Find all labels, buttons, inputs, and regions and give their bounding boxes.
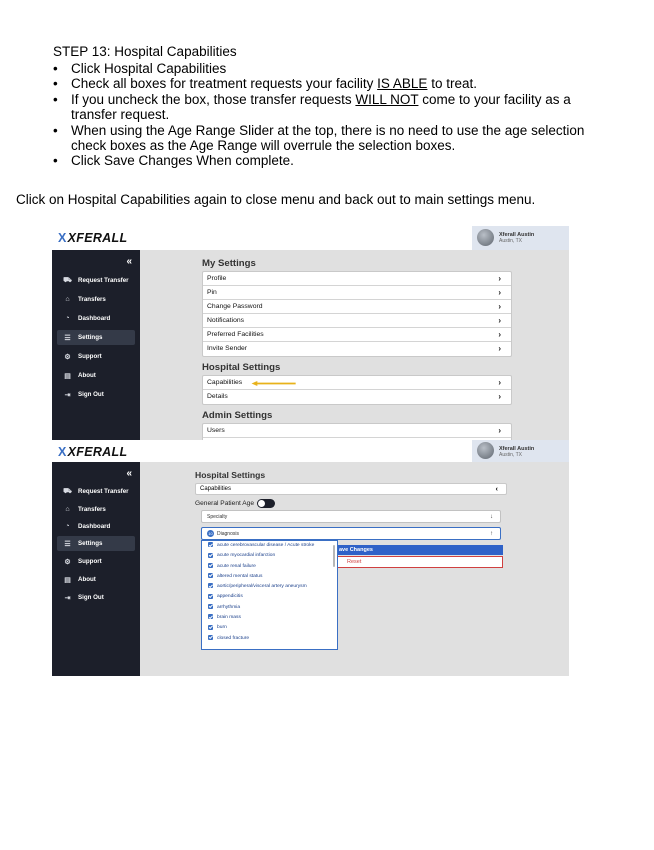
sidebar-item-support[interactable]: ⚙ Support (64, 353, 102, 361)
sidebar-item-support[interactable]: ⚙ Support (64, 558, 102, 566)
sidebar-item-dashboard[interactable]: ◔ Dashboard (57, 519, 135, 534)
checkbox-checked-icon[interactable] (208, 635, 213, 640)
about-icon: ▤ (64, 372, 71, 380)
sidebar (52, 250, 140, 440)
diagnosis-option[interactable]: altered mental status (202, 572, 337, 582)
logo-x-icon: X (58, 231, 67, 245)
user-profile-chip[interactable] (472, 226, 569, 250)
arrow-up-icon: ↑ (490, 531, 493, 537)
chevron-right-icon: › (498, 392, 501, 401)
emphasis-underline: WILL NOT (355, 91, 419, 107)
logo-x-icon: X (58, 445, 67, 459)
setting-profile[interactable]: Profile › (203, 272, 511, 286)
support-icon: ⚙ (64, 558, 71, 566)
truck-icon: ⛟ (63, 277, 72, 284)
top-bar (52, 226, 569, 250)
app-logo[interactable]: XXFERALL (58, 445, 128, 459)
admin-settings-title: Admin Settings (202, 410, 273, 421)
hospital-icon: ⌂ (65, 506, 70, 513)
sidebar-item-transfers[interactable]: ⌂ Transfers (57, 502, 135, 517)
hospital-settings-list (202, 375, 512, 405)
step-item: • Click Hospital Capabilities (53, 61, 613, 76)
user-profile-chip[interactable] (472, 440, 569, 462)
user-location: Austin, TX (499, 238, 522, 244)
sidebar-item-request-transfer[interactable]: ⛟ Request Transfer (63, 277, 129, 284)
user-name: Xferall Austin (499, 232, 535, 238)
app-logo[interactable]: XXFERALL (58, 231, 128, 245)
sign-out-icon: ⇥ (64, 594, 71, 602)
my-settings-title: My Settings (202, 258, 256, 269)
setting-details[interactable]: Details › (203, 390, 511, 404)
capabilities-screenshot (52, 440, 569, 676)
diagnosis-dropdown (201, 540, 338, 650)
diagnosis-option[interactable]: acute myocardial infarction (202, 551, 337, 561)
setting-invite-sender[interactable]: Invite Sender › (203, 342, 511, 356)
collapse-sidebar-icon[interactable]: « (126, 468, 132, 479)
capabilities-content (195, 468, 507, 540)
step-item: • Click Save Changes When complete. (53, 153, 613, 168)
dashboard-icon: ◔ (65, 315, 70, 322)
checkbox-checked-icon[interactable] (208, 625, 213, 630)
general-patient-age-row (195, 498, 507, 510)
my-settings-list (202, 271, 512, 357)
sidebar-item-sign-out[interactable]: ⇥ Sign Out (64, 594, 104, 602)
settings-icon: ☰ (64, 540, 71, 548)
avatar (477, 229, 494, 246)
setting-capabilities[interactable]: Capabilities › (203, 376, 511, 390)
collapse-sidebar-icon[interactable]: « (126, 256, 132, 267)
truck-icon: ⛟ (63, 488, 72, 495)
checkbox-checked-icon[interactable] (208, 542, 213, 547)
settings-screenshot (52, 226, 569, 440)
top-bar (52, 440, 569, 462)
settings-content (202, 256, 512, 453)
chevron-right-icon: › (498, 426, 501, 435)
save-changes-button[interactable]: ave Changes (336, 545, 503, 555)
diagnosis-option[interactable]: acute cerebrovascular disease / Acute stroke (202, 541, 337, 551)
setting-users[interactable]: Users › (203, 424, 511, 438)
dropdown-scrollbar[interactable] (333, 545, 335, 567)
settings-icon: ☰ (64, 334, 71, 342)
user-location: Austin, TX (499, 452, 522, 458)
about-icon: ▤ (64, 576, 71, 584)
selected-count-badge: 10 (208, 531, 213, 537)
sidebar (52, 462, 140, 676)
step-item: • When using the Age Range Slider at the top, there is no need to use the age selection check boxes as the Age Range will overrule the selection boxes. (53, 123, 613, 154)
diagnosis-option[interactable]: brain mass (202, 613, 337, 623)
avatar (477, 442, 494, 459)
hospital-settings-title: Hospital Settings (195, 470, 266, 480)
chevron-right-icon: › (498, 378, 501, 387)
arrow-pointer-icon (247, 381, 301, 386)
sidebar-item-sign-out[interactable]: ⇥ Sign Out (64, 391, 104, 399)
user-name: Xferall Austin (499, 446, 535, 452)
step-item: • Check all boxes for treatment requests your facility IS ABLE to treat. (53, 76, 613, 91)
step-title: STEP 13: Hospital Capabilities (53, 44, 237, 59)
checkbox-checked-icon[interactable] (208, 553, 213, 558)
sidebar-item-settings[interactable]: ☰ Settings (57, 330, 135, 345)
sidebar-item-about[interactable]: ▤ About (64, 372, 96, 380)
setting-preferred-facilities[interactable]: Preferred Facilities › (203, 328, 511, 342)
toggle-knob (258, 500, 265, 507)
capabilities-header[interactable]: Capabilities ‹ (195, 483, 507, 495)
emphasis-underline: IS ABLE (377, 76, 428, 92)
reset-button[interactable]: Reset (336, 556, 503, 568)
hospital-settings-title: Hospital Settings (202, 362, 281, 373)
general-patient-age-label: General Patient Age (195, 500, 255, 507)
step-item: • If you uncheck the box, those transfer requests WILL NOT come to your facility as a transfer request. (53, 92, 613, 123)
diagnosis-option[interactable]: aortic/peripheral/visceral artery aneurysm (202, 582, 337, 592)
sidebar-item-transfers[interactable]: ⌂ Transfers (57, 292, 135, 307)
checkbox-checked-icon[interactable] (208, 563, 213, 568)
chevron-right-icon: › (498, 330, 501, 339)
diagnosis-option[interactable]: burn (202, 623, 337, 633)
sign-out-icon: ⇥ (64, 391, 71, 399)
hospital-icon: ⌂ (65, 296, 70, 303)
diagnosis-option[interactable]: closed fracture (202, 634, 337, 644)
chevron-right-icon: › (498, 274, 501, 283)
chevron-left-icon: ‹ (495, 486, 498, 493)
support-icon: ⚙ (64, 353, 71, 361)
checkbox-checked-icon[interactable] (208, 573, 213, 578)
sidebar-item-dashboard[interactable]: ◔ Dashboard (57, 311, 135, 326)
setting-change-password[interactable]: Change Password › (203, 300, 511, 314)
step-list (53, 61, 613, 169)
checkbox-checked-icon[interactable] (208, 604, 213, 609)
sidebar-item-request-transfer[interactable]: ⛟ Request Transfer (63, 488, 129, 495)
sidebar-item-about[interactable]: ▤ About (64, 576, 96, 584)
diagnosis-option[interactable]: appendicitis (202, 592, 337, 602)
dashboard-icon: ◔ (65, 523, 70, 530)
age-range-toggle[interactable] (257, 499, 275, 508)
arrow-down-icon: ↓ (490, 514, 493, 520)
closing-note: Click on Hospital Capabilities again to close menu and back out to main settings menu. (16, 192, 536, 207)
checkbox-checked-icon[interactable] (208, 594, 213, 599)
chevron-right-icon: › (498, 302, 501, 311)
chevron-right-icon: › (498, 344, 501, 353)
sidebar-item-settings[interactable]: ☰ Settings (57, 536, 135, 551)
chevron-right-icon: › (498, 288, 501, 297)
diagnosis-select[interactable]: 10 Diagnosis ↑ (201, 527, 501, 540)
checkbox-checked-icon[interactable] (208, 583, 213, 588)
diagnosis-option[interactable]: acute renal failure (202, 562, 337, 572)
setting-pin[interactable]: Pin › (203, 286, 511, 300)
diagnosis-option[interactable]: arrhythmia (202, 603, 337, 613)
specialty-select[interactable]: Specialty ↓ (201, 510, 501, 523)
setting-notifications[interactable]: Notifications › (203, 314, 511, 328)
chevron-right-icon: › (498, 316, 501, 325)
checkbox-checked-icon[interactable] (208, 614, 213, 619)
